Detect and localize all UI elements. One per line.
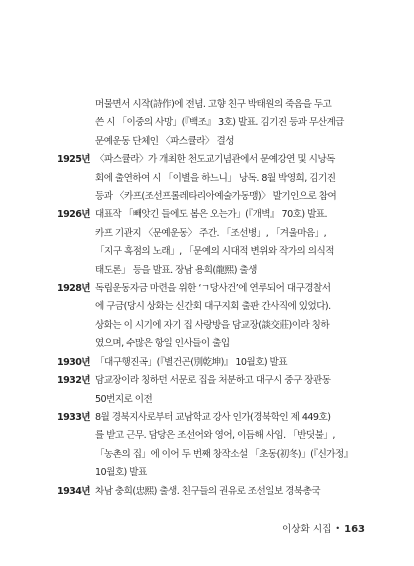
entry-body	[95, 280, 375, 354]
entry-line: 「지구 흑점의 노래」, 「문예의 시대적 변위와 작가의 의식적	[95, 246, 334, 258]
entry-body	[95, 151, 375, 206]
chronology-entry-1926	[57, 206, 375, 280]
chronology-entry-1933	[57, 409, 375, 483]
chronology	[57, 96, 375, 501]
chronology-entry-1930	[57, 354, 375, 372]
entry-line: 〈파스큘라〉가 개최한 천도교기념관에서 문예강연 및 시낭독	[95, 154, 335, 166]
entry-body	[95, 409, 375, 483]
entry-line: 태도론」 등을 발표. 장남 용희(龍熙) 출생	[95, 264, 257, 276]
chronology-entry-1925	[57, 151, 375, 206]
book-title: 이상화 시집	[282, 524, 332, 535]
entry-line: 를 받고 근무. 담당은 조선어와 영어, 이듬해 사임. 「반딧불」,	[95, 430, 335, 442]
entry-line: 였으며, 수많은 항일 인사들이 출입	[95, 338, 230, 350]
entry-line: 8월 경북지사로부터 교남학교 강사 인가(경북학인 제 449호)	[95, 411, 331, 423]
entry-line: 「농촌의 집」에 이어 두 번째 창작소설 「초동(初冬)」(『신가정』	[95, 448, 353, 460]
page-number: 163	[344, 524, 365, 535]
entry-body	[95, 372, 375, 409]
entry-year: 1934년	[57, 485, 90, 497]
chronology-entry-1932	[57, 372, 375, 409]
entry-body	[95, 483, 375, 501]
entry-year: 1926년	[57, 209, 90, 221]
chronology-entry-1934	[57, 483, 375, 501]
entry-body	[95, 354, 375, 372]
entry-year: 1930년	[57, 356, 90, 368]
entry-line: 상화는 이 시기에 자기 집 사랑방을 담교장(談交莊)이라 칭하	[95, 319, 330, 331]
entry-line: 담교장이라 칭하던 서문로 집을 처분하고 대구시 중구 장관동	[95, 375, 331, 387]
entry-line: 머물면서 시작(詩作)에 전념. 고향 친구 박태원의 죽음을 두고	[95, 99, 332, 110]
entry-year: 1933년	[57, 411, 90, 423]
chronology-entry-continued	[57, 96, 375, 151]
entry-year: 1928년	[57, 283, 90, 295]
entry-line: 문예운동 단체인 〈파스큘라〉 결성	[95, 135, 234, 147]
chronology-entry-1928	[57, 280, 375, 354]
entry-line: 독립운동자금 마련을 위한 ‘ㄱ당사건’에 연루되어 대구경찰서	[95, 283, 331, 295]
entry-body	[95, 206, 375, 280]
entry-line: 카프 기관지 〈문예운동〉 주간. 「조선병」, 「겨울마음」,	[95, 227, 327, 239]
entry-line: 쓴 시 「이중의 사망」(『백조』 3호) 발표. 김기진 등과 무산계급	[95, 117, 344, 129]
entry-year: 1932년	[57, 375, 90, 387]
entry-line: 회에 출연하여 시 「이별을 하느니」 낭독. 8월 박영희, 김기진	[95, 172, 336, 184]
entry-line: 차남 충희(忠熙) 출생. 친구들의 권유로 조선일보 경북총국	[95, 485, 321, 497]
footer-separator: •	[335, 524, 341, 533]
entry-line: 대표작 「빼앗긴 들에도 봄은 오는가」(『개벽』 70호) 발표.	[95, 209, 327, 221]
entry-line: 등과 〈카프(조선프롤레타리아예술가동맹)〉 발기인으로 참여	[95, 191, 337, 203]
entry-year: 1925년	[57, 154, 90, 166]
entry-line: 50번지로 이전	[95, 393, 153, 405]
entry-line: 「대구행진곡」(『별건곤(別乾坤)』 10월호) 발표	[95, 356, 287, 368]
page-footer	[282, 521, 365, 535]
entry-body	[95, 96, 375, 151]
entry-line: 10월호) 발표	[95, 467, 147, 479]
entry-line: 에 구금(당시 상화는 신간회 대구지회 출판 간사직에 있었다).	[95, 301, 331, 313]
